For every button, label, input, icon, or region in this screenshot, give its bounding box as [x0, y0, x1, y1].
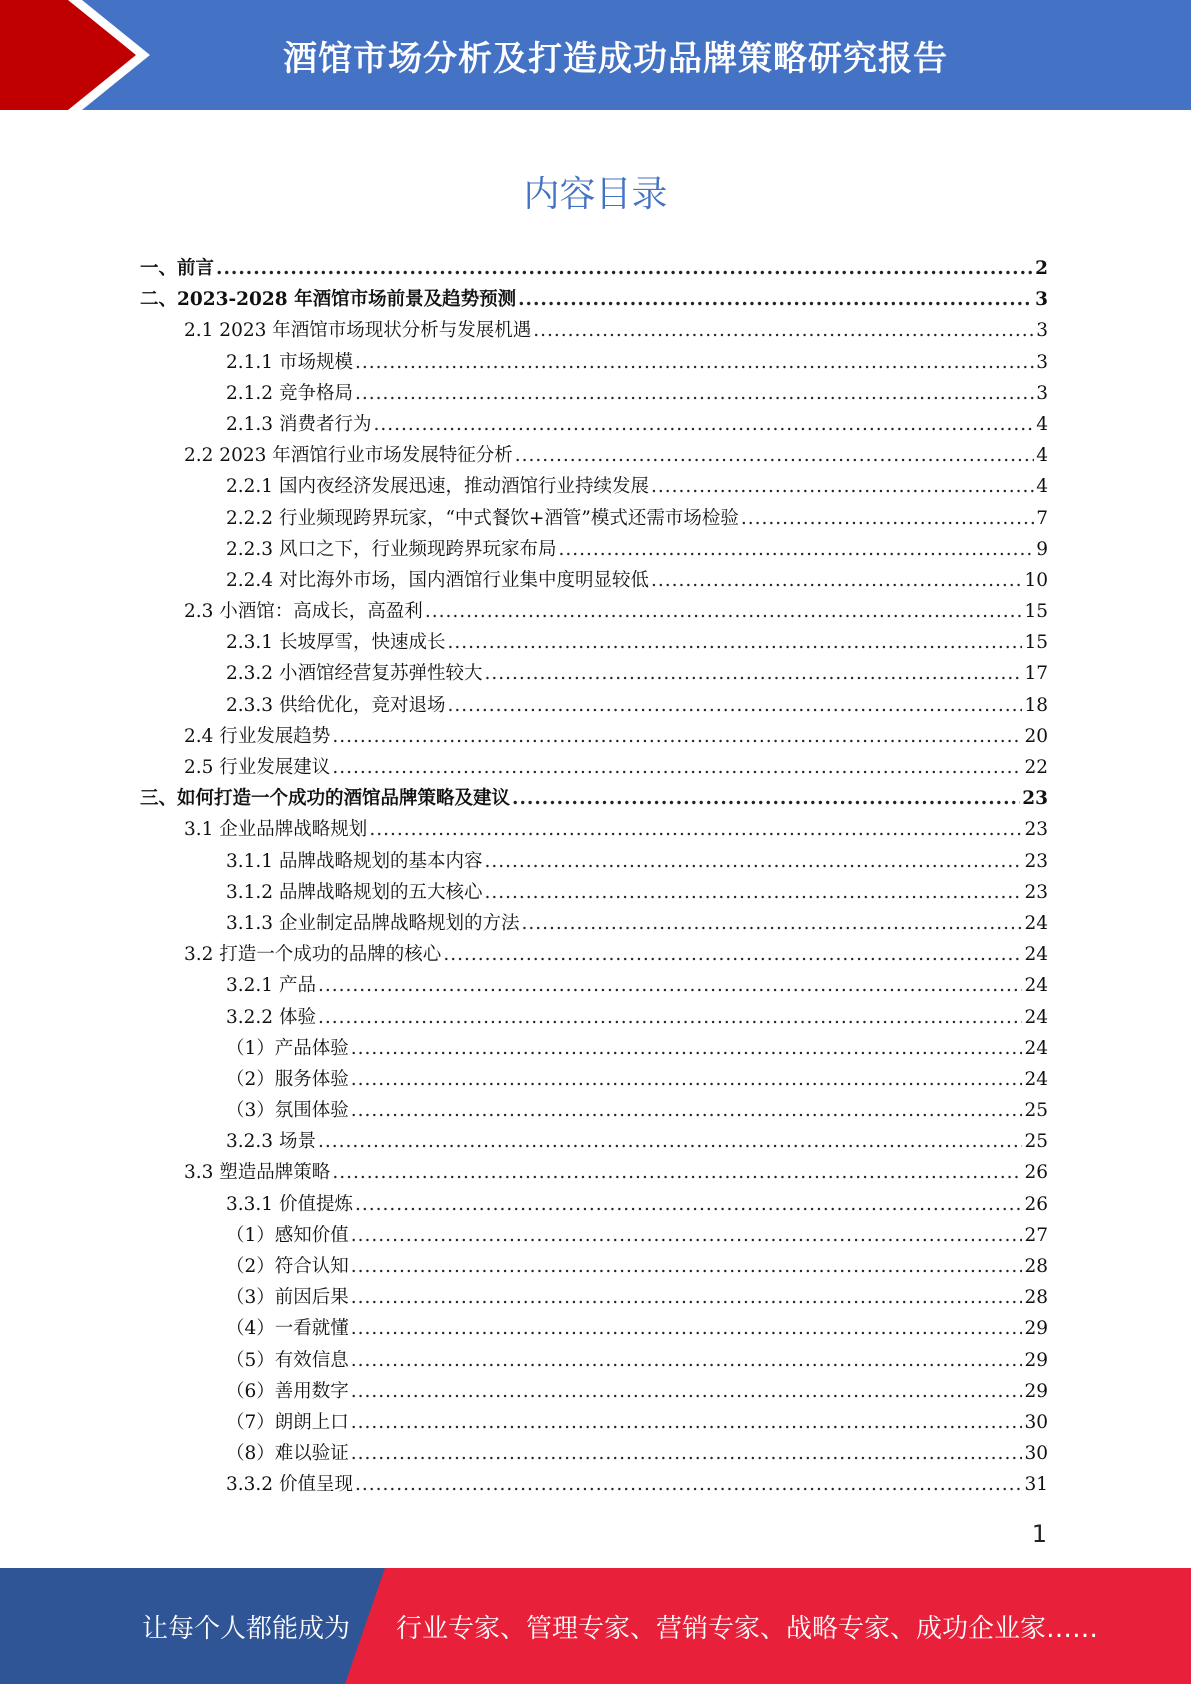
toc-entry[interactable] [140, 784, 1048, 815]
toc-entry-page: 20 [1024, 725, 1048, 747]
toc-entry[interactable] [140, 1470, 1048, 1501]
toc-entry[interactable] [140, 909, 1048, 940]
toc-entry-page: 4 [1036, 413, 1048, 435]
toc-entry[interactable] [140, 1252, 1048, 1283]
toc-entry-label: 2.3.2 小酒馆经营复苏弹性较大 [226, 663, 483, 685]
toc-entry[interactable] [140, 1314, 1048, 1345]
toc-entry-label: 3.2.2 体验 [226, 1006, 316, 1028]
toc-dot-leader [216, 258, 1033, 279]
toc-dot-leader [332, 726, 1022, 747]
toc-entry[interactable] [140, 597, 1048, 628]
toc-entry[interactable] [140, 1190, 1048, 1221]
toc-dot-leader [351, 1350, 1023, 1371]
toc-dot-leader [443, 944, 1022, 965]
toc-entry-page: 4 [1036, 445, 1048, 467]
toc-entry-page: 24 [1024, 1037, 1048, 1059]
toc-entry-label: 2.1.1 市场规模 [226, 351, 353, 373]
toc-entry-page: 15 [1024, 601, 1048, 623]
toc-dot-leader [351, 1287, 1023, 1308]
toc-dot-leader [351, 1225, 1023, 1246]
toc-dot-leader [651, 476, 1034, 497]
toc-entry-page: 3 [1035, 289, 1048, 311]
toc-dot-leader [369, 819, 1022, 840]
toc-entry-page: 9 [1036, 538, 1048, 560]
toc-dot-leader [351, 1381, 1023, 1402]
toc-dot-leader [515, 445, 1034, 466]
toc-entry-page: 24 [1024, 912, 1048, 934]
toc-entry-label: （1）产品体验 [226, 1037, 349, 1059]
toc-entry-label: （4）一看就懂 [226, 1318, 349, 1340]
toc-entry[interactable] [140, 753, 1048, 784]
toc-dot-leader [351, 1443, 1023, 1464]
toc-entry[interactable] [140, 1127, 1048, 1158]
toc-dot-leader [425, 601, 1023, 622]
toc-entry-label: （2）符合认知 [226, 1256, 349, 1277]
toc-entry-label: 3.2.3 场景 [226, 1131, 316, 1153]
toc-entry-page: 30 [1024, 1443, 1048, 1465]
toc-entry-page: 10 [1024, 569, 1048, 591]
toc-entry-page: 29 [1024, 1380, 1048, 1402]
toc-dot-leader [651, 570, 1022, 591]
toc-entry-label: （2）服务体验 [226, 1068, 349, 1090]
toc-dot-leader [355, 1474, 1023, 1495]
toc-entry[interactable] [140, 815, 1048, 846]
toc-entry[interactable] [140, 379, 1048, 410]
toc-entry-label: 三、如何打造一个成功的酒馆品牌策略及建议 [140, 788, 511, 810]
toc-dot-leader [351, 1069, 1023, 1090]
toc-entry-label: 3.1.1 品牌战略规划的基本内容 [226, 850, 483, 872]
header-arrow-decoration [0, 0, 160, 110]
toc-entry-label: 3.3 塑造品牌策略 [184, 1162, 331, 1184]
toc-entry-label: 2.2.4 对比海外市场，国内酒馆行业集中度明显较低 [226, 569, 649, 591]
toc-entry-page: 29 [1024, 1349, 1048, 1371]
toc-entry-label: 2.1 2023 年酒馆市场现状分析与发展机遇 [184, 320, 532, 342]
toc-dot-leader [447, 695, 1022, 716]
toc-entry[interactable] [140, 878, 1048, 909]
toc-entry-page: 18 [1024, 694, 1048, 716]
toc-entry[interactable] [140, 285, 1048, 316]
toc-entry[interactable] [140, 1158, 1048, 1189]
footer-slogan-left: 让每个人都能成为 [142, 1613, 351, 1644]
toc-entry-label: （6）善用数字 [226, 1380, 349, 1402]
toc-dot-leader [355, 352, 1034, 373]
toc-entry-label: 2.3.1 长坡厚雪，快速成长 [226, 632, 446, 654]
toc-entry-label: 二、2023-2028 年酒馆市场前景及趋势预测 [140, 289, 517, 311]
toc-entry-page: 29 [1024, 1318, 1048, 1340]
toc-entry-page: 17 [1024, 663, 1048, 685]
toc-entry-page: 26 [1024, 1162, 1048, 1184]
toc-dot-leader [512, 788, 1020, 809]
toc-entry[interactable] [140, 1034, 1048, 1065]
toc-entry-page: 4 [1036, 476, 1048, 498]
toc-entry[interactable] [140, 316, 1048, 347]
toc-dot-leader [373, 414, 1034, 435]
toc-entry[interactable] [140, 659, 1048, 690]
page-footer [0, 1568, 1191, 1684]
toc-dot-leader [318, 1007, 1023, 1028]
toc-entry-label: 2.1.3 消费者行为 [226, 413, 372, 435]
toc-entry-label: 3.1.3 企业制定品牌战略规划的方法 [226, 912, 520, 934]
toc-entry-page: 24 [1024, 1006, 1048, 1028]
toc-entry-page: 23 [1022, 788, 1048, 810]
toc-entry[interactable] [140, 410, 1048, 441]
toc-entry-page: 28 [1024, 1256, 1048, 1277]
toc-entry-page: 3 [1036, 320, 1048, 342]
toc-entry[interactable] [140, 971, 1048, 1002]
toc-entry-page: 24 [1024, 1068, 1048, 1090]
toc-dot-leader [318, 1131, 1023, 1152]
toc-entry-label: 2.1.2 竞争格局 [226, 382, 353, 404]
toc-entry[interactable] [140, 722, 1048, 753]
table-of-contents [140, 254, 1048, 1502]
toc-entry-label: 3.1 企业品牌战略规划 [184, 819, 368, 841]
toc-entry[interactable] [140, 628, 1048, 659]
toc-dot-leader [533, 320, 1034, 341]
toc-dot-leader [521, 913, 1022, 934]
toc-entry-page: 23 [1024, 881, 1048, 903]
toc-dot-leader [558, 539, 1034, 560]
toc-dot-leader [518, 289, 1033, 310]
toc-entry[interactable] [140, 1377, 1048, 1408]
toc-entry-label: 2.3 小酒馆：高成长，高盈利 [184, 601, 423, 623]
toc-entry-label: 3.2 打造一个成功的品牌的核心 [184, 944, 442, 966]
toc-entry-label: 一、前言 [140, 258, 215, 279]
toc-entry-label: 2.3.3 供给优化，竞对退场 [226, 694, 446, 716]
toc-entry[interactable] [140, 1439, 1048, 1470]
toc-dot-leader [351, 1256, 1023, 1277]
toc-entry-page: 24 [1024, 944, 1048, 966]
toc-entry-page: 7 [1036, 507, 1048, 529]
toc-dot-leader [351, 1038, 1023, 1059]
toc-entry-label: 2.2.3 风口之下，行业频现跨界玩家布局 [226, 538, 557, 560]
toc-entry[interactable] [140, 1096, 1048, 1127]
toc-entry[interactable] [140, 566, 1048, 597]
toc-entry-label: （3）前因后果 [226, 1287, 349, 1309]
toc-entry-page: 27 [1024, 1224, 1048, 1246]
toc-entry-page: 28 [1024, 1287, 1048, 1309]
page-header [0, 0, 1191, 110]
toc-entry[interactable] [140, 1003, 1048, 1034]
toc-entry[interactable] [140, 1221, 1048, 1252]
toc-entry-label: 2.2.2 行业频现跨界玩家，“中式餐饮+酒管”模式还需市场检验 [226, 507, 739, 529]
toc-entry-page: 23 [1024, 850, 1048, 872]
toc-entry[interactable] [140, 504, 1048, 535]
report-title: 酒馆市场分析及打造成功品牌策略研究报告 [283, 38, 948, 79]
toc-entry-label: 3.2.1 产品 [226, 975, 316, 997]
toc-entry-label: 2.2 2023 年酒馆行业市场发展特征分析 [184, 445, 513, 467]
toc-entry-page: 22 [1024, 757, 1048, 778]
toc-entry[interactable] [140, 1408, 1048, 1439]
toc-dot-leader [351, 1100, 1023, 1121]
toc-dot-leader [447, 632, 1022, 653]
toc-dot-leader [484, 663, 1022, 684]
toc-heading: 内容目录 [523, 174, 668, 215]
toc-entry-label: （1）感知价值 [226, 1224, 349, 1246]
toc-entry-page: 23 [1024, 819, 1048, 841]
toc-entry[interactable] [140, 1346, 1048, 1377]
toc-entry[interactable] [140, 254, 1048, 285]
toc-entry[interactable] [140, 847, 1048, 878]
toc-entry-page: 25 [1024, 1100, 1048, 1122]
toc-entry-page: 24 [1024, 975, 1048, 997]
toc-dot-leader [355, 383, 1034, 404]
toc-dot-leader [332, 757, 1022, 778]
toc-entry-label: 3.1.2 品牌战略规划的五大核心 [226, 881, 483, 903]
toc-entry-label: （5）有效信息 [226, 1349, 349, 1371]
toc-entry-page: 25 [1024, 1131, 1048, 1153]
toc-entry-page: 30 [1024, 1411, 1048, 1433]
toc-entry-label: 2.2.1 国内夜经济发展迅速，推动酒馆行业持续发展 [226, 476, 649, 498]
toc-entry-page: 15 [1024, 632, 1048, 654]
toc-entry-page: 2 [1035, 258, 1048, 279]
toc-entry-label: 3.3.2 价值呈现 [226, 1474, 353, 1496]
toc-entry[interactable] [140, 1065, 1048, 1096]
toc-dot-leader [351, 1318, 1023, 1339]
toc-entry-label: （7）朗朗上口 [226, 1411, 349, 1433]
toc-dot-leader [332, 1162, 1022, 1183]
toc-entry[interactable] [140, 535, 1048, 566]
toc-entry-page: 31 [1024, 1474, 1048, 1496]
toc-entry-label: 3.3.1 价值提炼 [226, 1193, 353, 1215]
toc-dot-leader [318, 975, 1023, 996]
page-number: 1 [1031, 1520, 1047, 1548]
toc-entry-label: 2.4 行业发展趋势 [184, 725, 331, 747]
toc-entry-page: 3 [1036, 382, 1048, 404]
toc-entry[interactable] [140, 472, 1048, 503]
toc-dot-leader [484, 851, 1022, 872]
toc-dot-leader [741, 508, 1034, 529]
footer-slogan-right: 行业专家、管理专家、营销专家、战略专家、成功企业家…… [396, 1613, 1099, 1644]
toc-entry-label: （8）难以验证 [226, 1443, 349, 1465]
toc-dot-leader [355, 1194, 1023, 1215]
toc-entry-page: 3 [1036, 351, 1048, 373]
toc-dot-leader [351, 1412, 1023, 1433]
toc-entry-page: 26 [1024, 1193, 1048, 1215]
toc-entry[interactable] [140, 940, 1048, 971]
toc-entry-label: （3）氛围体验 [226, 1100, 349, 1122]
toc-entry-label: 2.5 行业发展建议 [184, 757, 331, 778]
toc-entry[interactable] [140, 691, 1048, 722]
toc-entry[interactable] [140, 441, 1048, 472]
toc-entry[interactable] [140, 1283, 1048, 1314]
toc-entry[interactable] [140, 348, 1048, 379]
toc-dot-leader [484, 882, 1022, 903]
